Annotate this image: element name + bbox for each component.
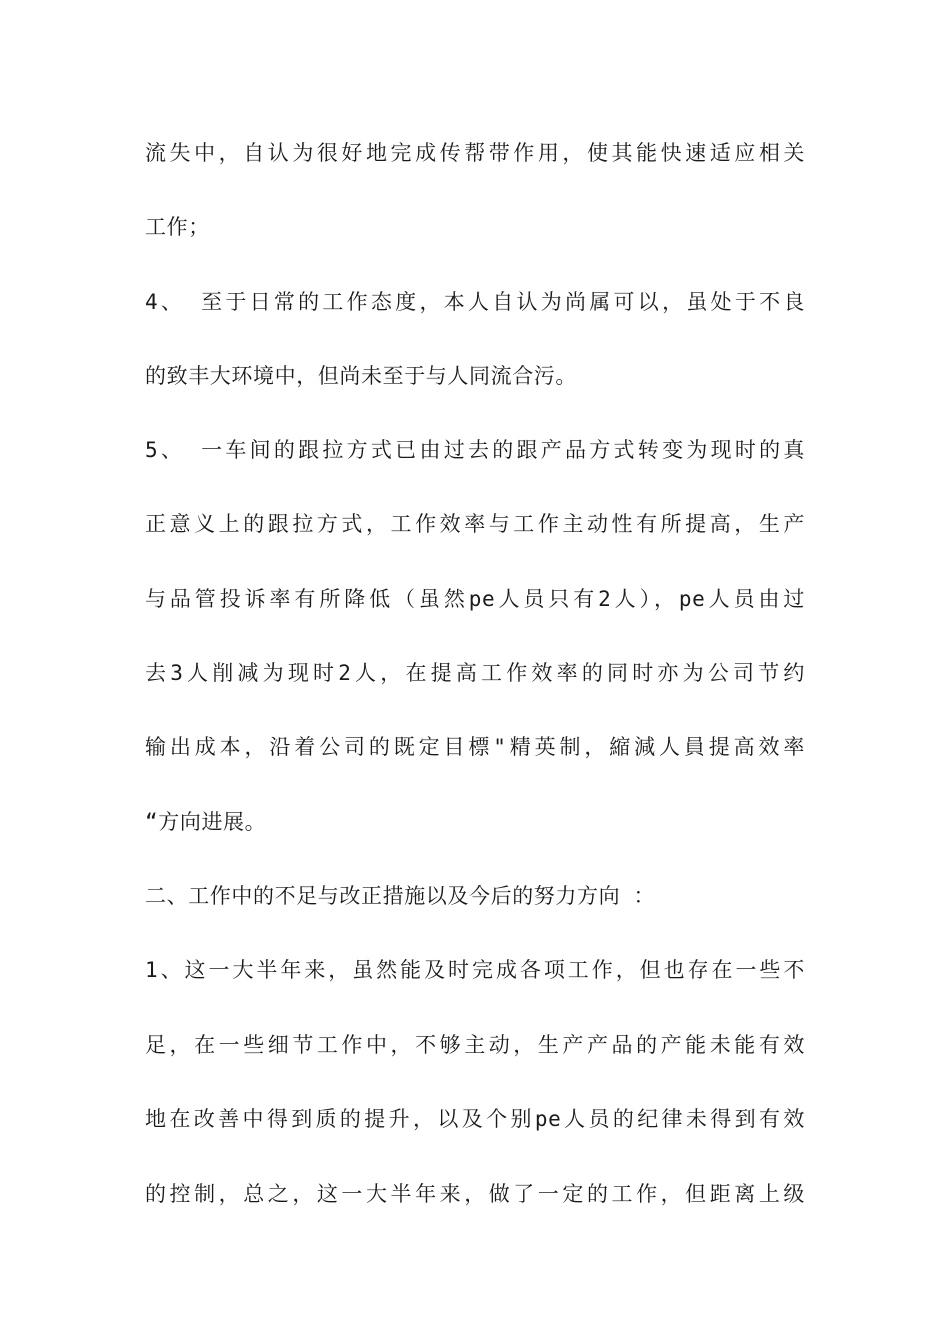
text-line-11: 二、工作中的不足与改正措施以及今后的努力方向 ：	[145, 884, 656, 908]
text-line-14: 地在改善中得到质的提升，以及个别pe人员的纪律未得到有效	[145, 1107, 805, 1131]
text-line-6: 正意义上的跟拉方式，工作效率与工作主动性有所提高，生产	[145, 512, 805, 536]
text-line-8: 去3人削减为现时2人，在提高工作效率的同时亦为公司节约	[145, 661, 805, 685]
text-line-7: 与品管投诉率有所降低（虽然pe人员只有2人），pe人员由过	[145, 587, 805, 611]
text-line-10: “方向进展。	[145, 810, 267, 834]
text-line-9: 输出成本，沿着公司的既定目標"精英制，縮減人員提高效率	[145, 735, 805, 759]
text-line-1: 流失中，自认为很好地完成传帮带作用，使其能快速适应相关	[145, 141, 805, 165]
text-line-3: 4、 至于日常的工作态度，本人自认为尚属可以，虽处于不良	[145, 290, 805, 314]
text-line-2: 工作；	[145, 215, 210, 239]
text-line-5: 5、 一车间的跟拉方式已由过去的跟产品方式转变为现时的真	[145, 438, 805, 462]
text-line-12: 1、这一大半年来，虽然能及时完成各项工作，但也存在一些不	[145, 958, 805, 982]
text-line-13: 足，在一些细节工作中，不够主动，生产产品的产能未能有效	[145, 1033, 805, 1057]
text-line-4: 的致丰大环境中，但尚未至于与人同流合污。	[145, 364, 577, 388]
text-line-15: 的控制，总之，这一大半年来，做了一定的工作，但距离上级	[145, 1182, 805, 1206]
